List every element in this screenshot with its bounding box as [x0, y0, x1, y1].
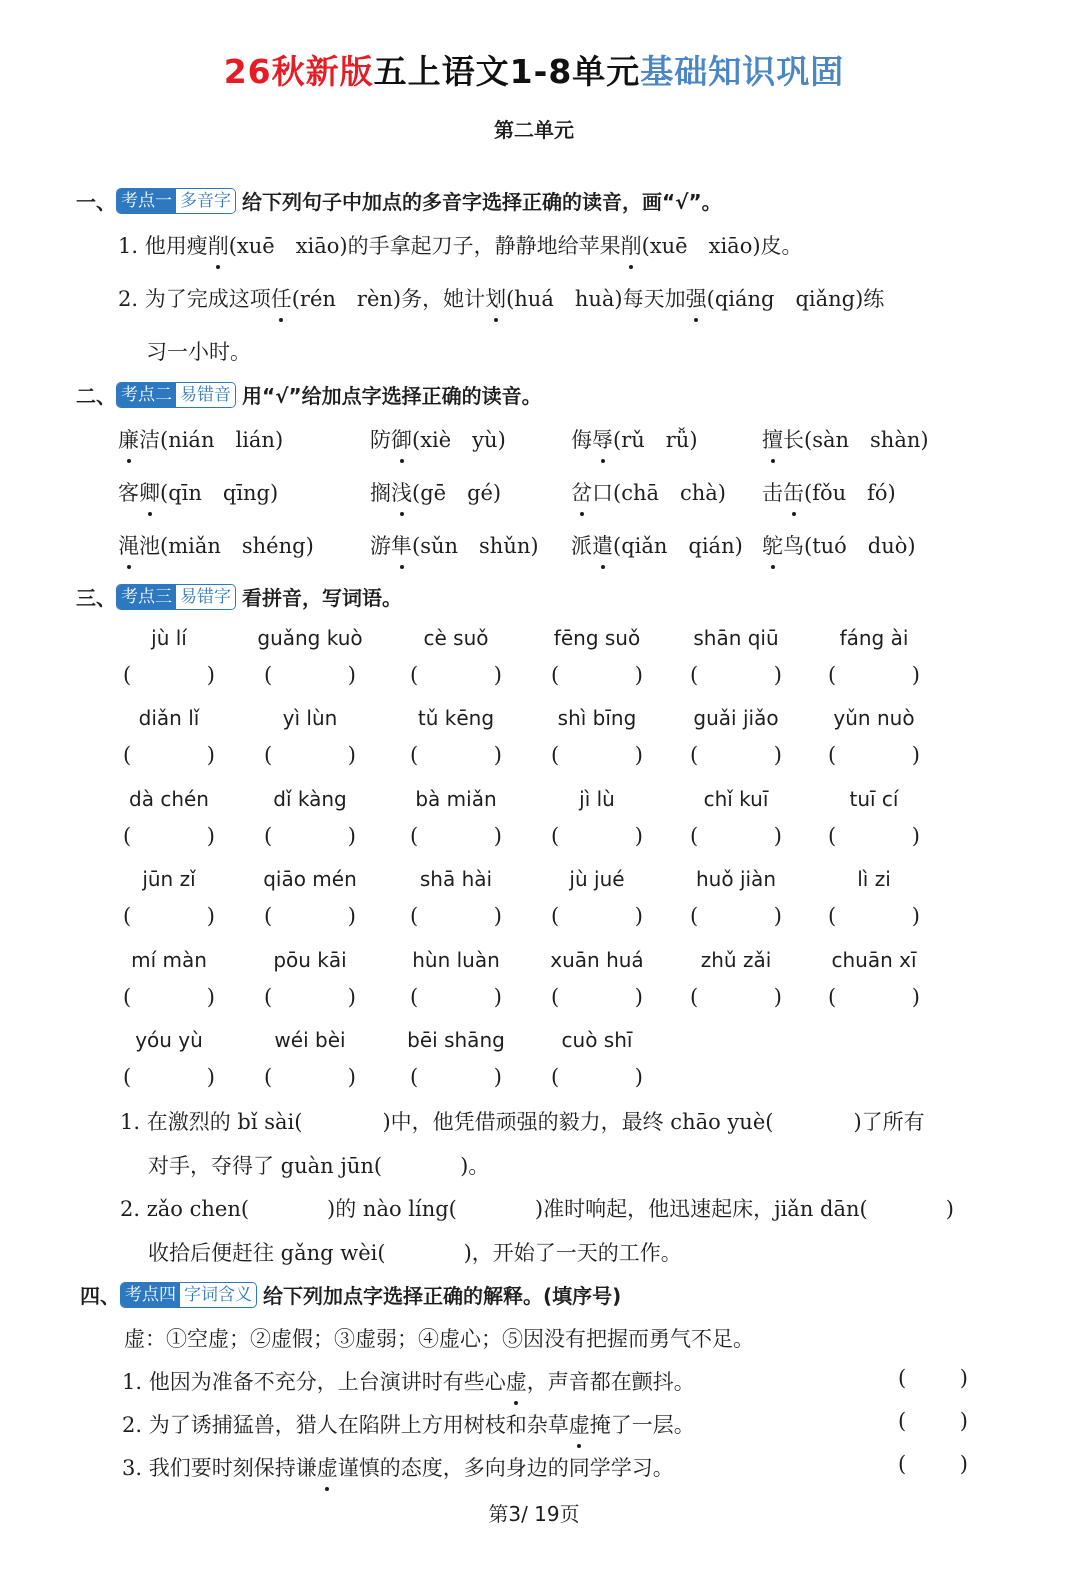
word-pre: 客	[118, 481, 139, 505]
s2-text-c: )准时响起，他迅速起床，jiǎn dān(	[534, 1197, 868, 1221]
page-footer: 第3/ 19页	[488, 1502, 580, 1526]
answer-blank[interactable]	[551, 824, 643, 848]
question-text-b: 掩了一层。	[589, 1413, 695, 1437]
close-paren: )	[347, 985, 356, 1009]
pinyin-prompt: jì lù	[579, 787, 615, 811]
word-dotted-char: 辱	[592, 424, 613, 454]
section-4-heading	[80, 1280, 621, 1309]
open-paren: (	[551, 743, 560, 767]
open-paren: (	[828, 743, 837, 767]
answer-blank[interactable]	[898, 1409, 968, 1433]
open-paren: (	[898, 1409, 907, 1433]
sec1-question-2	[118, 283, 884, 313]
pinyin-prompt: diǎn lǐ	[138, 706, 200, 730]
pinyin-prompt: bà miǎn	[415, 787, 497, 811]
pinyin-prompt: chǐ kuī	[703, 787, 769, 811]
answer-blank[interactable]	[828, 663, 920, 687]
open-paren: (	[123, 904, 132, 928]
word-dotted-char: 擅	[762, 424, 783, 454]
answer-blank[interactable]	[690, 743, 782, 767]
pinyin-prompt: guǎi jiǎo	[693, 706, 779, 730]
q1-dotted-char-1: 削	[208, 230, 229, 260]
q1-text-c: (xuē xiāo)皮。	[641, 234, 803, 258]
section-2-badge	[116, 382, 236, 408]
sec3-sentence-2	[120, 1193, 954, 1223]
section-3-number: 三、	[76, 586, 116, 610]
section-2-instruction: 用“√”给加点字选择正确的读音。	[242, 384, 542, 408]
section-2-heading	[76, 380, 542, 409]
close-paren: )	[493, 985, 502, 1009]
word-post: 鸟(tuó duò)	[783, 534, 916, 558]
word-pre: 派	[571, 534, 592, 558]
close-paren: )	[493, 904, 502, 928]
word-post: (rǔ rǚ)	[613, 428, 698, 452]
close-paren: )	[493, 824, 502, 848]
q2-text-e: (qiáng qiǎng)练	[706, 287, 885, 311]
open-paren: (	[264, 663, 273, 687]
section-4-badge	[120, 1282, 257, 1308]
close-paren: )	[634, 985, 643, 1009]
close-paren: )	[206, 985, 215, 1009]
q1-dotted-char-2: 削	[621, 230, 642, 260]
answer-blank[interactable]	[123, 985, 215, 1009]
pinyin-prompt: fáng ài	[839, 626, 909, 650]
close-paren: )	[959, 1409, 968, 1433]
sec1-question-1	[118, 230, 803, 260]
close-paren: )	[347, 663, 356, 687]
sec3-sentence-1-cont	[148, 1150, 489, 1180]
close-paren: )	[773, 824, 782, 848]
title-part-red: 26秋新版	[223, 52, 374, 91]
answer-blank[interactable]	[898, 1452, 968, 1476]
q2-text-b: (rén rèn)务，她计	[291, 287, 486, 311]
open-paren: (	[898, 1366, 907, 1390]
sec2-word-item	[118, 530, 314, 560]
word-dotted-char: 遣	[592, 530, 613, 560]
q2-dotted-char-2: 划	[485, 283, 506, 313]
close-paren: )	[959, 1452, 968, 1476]
page-title	[0, 46, 1068, 93]
answer-blank[interactable]	[264, 904, 356, 928]
open-paren: (	[410, 1065, 419, 1089]
open-paren: (	[410, 904, 419, 928]
close-paren: )	[911, 743, 920, 767]
pinyin-prompt: bēi shāng	[407, 1028, 505, 1052]
sec4-question	[122, 1452, 674, 1482]
word-dotted-char: 廉	[118, 424, 139, 454]
answer-blank[interactable]	[264, 743, 356, 767]
pinyin-prompt: pōu kāi	[273, 948, 347, 972]
sec3-sentence-1	[120, 1106, 925, 1136]
close-paren: )	[206, 743, 215, 767]
answer-blank[interactable]	[264, 1065, 356, 1089]
answer-blank[interactable]	[410, 1065, 502, 1089]
open-paren: (	[410, 743, 419, 767]
close-paren: )	[773, 985, 782, 1009]
pinyin-prompt: shì bīng	[557, 706, 637, 730]
sec3-sentence-2-cont	[148, 1237, 682, 1267]
answer-blank[interactable]	[264, 985, 356, 1009]
answer-blank[interactable]	[123, 904, 215, 928]
open-paren: (	[898, 1452, 907, 1476]
answer-blank[interactable]	[410, 663, 502, 687]
question-text-a: 1. 他因为准备不充分，上台演讲时有些心	[122, 1370, 506, 1394]
badge-label: 考点一	[117, 189, 176, 213]
open-paren: (	[828, 985, 837, 1009]
sec4-definition: 虚：①空虚；②虚假；③虚弱；④虚心；⑤因没有把握而勇气不足。	[124, 1327, 754, 1351]
answer-blank[interactable]	[264, 824, 356, 848]
close-paren: )	[347, 743, 356, 767]
pinyin-prompt: mí màn	[131, 948, 207, 972]
pinyin-prompt: guǎng kuò	[257, 626, 363, 650]
close-paren: )	[347, 904, 356, 928]
close-paren: )	[634, 663, 643, 687]
answer-blank[interactable]	[123, 663, 215, 687]
answer-blank[interactable]	[828, 824, 920, 848]
section-3-instruction: 看拼音，写词语。	[242, 586, 402, 610]
open-paren: (	[264, 985, 273, 1009]
pinyin-prompt: huǒ jiàn	[696, 867, 776, 891]
open-paren: (	[264, 824, 273, 848]
close-paren: )	[206, 824, 215, 848]
pinyin-prompt: cè suǒ	[423, 626, 489, 650]
word-pre: 击	[762, 481, 783, 505]
close-paren: )	[959, 1366, 968, 1390]
answer-blank[interactable]	[551, 985, 643, 1009]
close-paren: )	[347, 1065, 356, 1089]
open-paren: (	[123, 985, 132, 1009]
open-paren: (	[828, 663, 837, 687]
pinyin-prompt: tǔ kēng	[417, 706, 495, 730]
pinyin-prompt: dǐ kàng	[273, 787, 347, 811]
pinyin-prompt: jù lí	[151, 626, 187, 650]
pinyin-prompt: yóu yù	[135, 1028, 203, 1052]
q1-text-a: 1. 他用瘦	[118, 234, 208, 258]
sec2-word-item	[370, 424, 506, 454]
close-paren: )	[634, 904, 643, 928]
badge-label: 考点四	[121, 1283, 180, 1307]
open-paren: (	[551, 1065, 560, 1089]
word-pre: 游	[370, 534, 391, 558]
q2-dotted-char-3: 强	[686, 283, 707, 313]
sec2-word-item	[571, 530, 743, 560]
answer-blank[interactable]	[690, 904, 782, 928]
section-1-badge	[116, 188, 236, 214]
pinyin-prompt: chuān xī	[831, 948, 917, 972]
answer-blank[interactable]	[690, 824, 782, 848]
answer-blank[interactable]	[690, 985, 782, 1009]
open-paren: (	[264, 743, 273, 767]
answer-blank[interactable]	[551, 743, 643, 767]
s2-text-b: )的 nào líng(	[327, 1197, 457, 1221]
sec2-word-item	[370, 530, 539, 560]
open-paren: (	[264, 1065, 273, 1089]
close-paren: )	[493, 743, 502, 767]
open-paren: (	[690, 985, 699, 1009]
word-post: (sǔn shǔn)	[412, 534, 539, 558]
close-paren: )	[773, 663, 782, 687]
section-2-number: 二、	[76, 384, 116, 408]
open-paren: (	[123, 663, 132, 687]
s1-text-a: 1. 在激烈的 bǐ sài(	[120, 1110, 303, 1134]
sec2-word-item	[762, 424, 929, 454]
sec4-question	[122, 1366, 695, 1396]
section-4-number: 四、	[80, 1284, 120, 1308]
open-paren: (	[123, 824, 132, 848]
open-paren: (	[551, 904, 560, 928]
badge-topic: 多音字	[176, 189, 235, 213]
answer-blank[interactable]	[410, 985, 502, 1009]
open-paren: (	[551, 985, 560, 1009]
q2-text-a: 2. 为了完成这项	[118, 287, 271, 311]
word-post: 池(miǎn shéng)	[139, 534, 314, 558]
pinyin-prompt: dà chén	[129, 787, 209, 811]
pinyin-prompt: yì lùn	[282, 706, 338, 730]
open-paren: (	[690, 663, 699, 687]
section-1-number: 一、	[76, 190, 116, 214]
close-paren: )	[773, 904, 782, 928]
sec1-question-2-cont: 习一小时。	[146, 340, 251, 364]
close-paren: )	[911, 985, 920, 1009]
badge-topic: 易错音	[176, 383, 235, 407]
open-paren: (	[410, 985, 419, 1009]
close-paren: )	[634, 1065, 643, 1089]
word-pre: 搁	[370, 481, 391, 505]
open-paren: (	[690, 824, 699, 848]
close-paren: )	[911, 663, 920, 687]
pinyin-prompt: shān qiū	[693, 626, 779, 650]
close-paren: )	[634, 824, 643, 848]
q2-dotted-char-1: 任	[271, 283, 292, 313]
answer-blank[interactable]	[551, 1065, 643, 1089]
open-paren: (	[264, 904, 273, 928]
s2-text-e: 收拾后便赶往 gǎng wèi(	[148, 1241, 386, 1265]
answer-blank[interactable]	[690, 663, 782, 687]
answer-blank[interactable]	[551, 663, 643, 687]
answer-blank[interactable]	[828, 985, 920, 1009]
question-text-a: 2. 为了诱捕猛兽，猎人在陷阱上方用树枝和杂草	[122, 1413, 569, 1437]
pinyin-prompt: yǔn nuò	[833, 706, 915, 730]
word-post: (qīn qīng)	[160, 481, 279, 505]
title-part-blue: 基础知识巩固	[640, 52, 845, 91]
close-paren: )	[634, 743, 643, 767]
close-paren: )	[206, 1065, 215, 1089]
s1-text-b: )中，他凭借顽强的毅力，最终 chāo yuè(	[382, 1110, 774, 1134]
word-post: (qiǎn qián)	[613, 534, 743, 558]
unit-subtitle: 第二单元	[494, 118, 574, 142]
question-dotted-char: 虚	[569, 1409, 590, 1439]
pinyin-prompt: tuī cí	[849, 787, 899, 811]
sec4-question	[122, 1409, 695, 1439]
word-dotted-char: 缶	[783, 477, 804, 507]
q2-text-c: (huá huà)每天加	[506, 287, 686, 311]
sec2-word-item	[762, 477, 896, 507]
word-dotted-char: 岔	[571, 477, 592, 507]
answer-blank[interactable]	[898, 1366, 968, 1390]
word-pre: 侮	[571, 428, 592, 452]
open-paren: (	[828, 904, 837, 928]
s1-text-d: 对手，夺得了 guàn jūn(	[148, 1154, 383, 1178]
s2-text-a: 2. zǎo chen(	[120, 1197, 250, 1221]
answer-blank[interactable]	[410, 743, 502, 767]
question-dotted-char: 虚	[317, 1452, 338, 1482]
sec2-word-item	[118, 477, 278, 507]
open-paren: (	[551, 663, 560, 687]
open-paren: (	[690, 743, 699, 767]
word-dotted-char: 卿	[139, 477, 160, 507]
close-paren: )	[347, 824, 356, 848]
question-dotted-char: 虚	[506, 1366, 527, 1396]
word-post: (xiè yù)	[412, 428, 506, 452]
word-post: (gē gé)	[412, 481, 502, 505]
badge-topic: 字词含义	[180, 1283, 256, 1307]
word-post: 洁(nián lián)	[139, 428, 284, 452]
pinyin-prompt: shā hài	[419, 867, 493, 891]
open-paren: (	[410, 824, 419, 848]
answer-blank[interactable]	[410, 904, 502, 928]
open-paren: (	[690, 904, 699, 928]
section-3-badge	[116, 584, 236, 610]
word-dotted-char: 浅	[391, 477, 412, 507]
pinyin-prompt: lì zi	[857, 867, 891, 891]
answer-blank[interactable]	[828, 743, 920, 767]
pinyin-prompt: fēng suǒ	[553, 626, 641, 650]
answer-blank[interactable]	[551, 904, 643, 928]
section-1-heading	[76, 186, 722, 215]
open-paren: (	[828, 824, 837, 848]
s1-text-c: )了所有	[853, 1110, 925, 1134]
close-paren: )	[773, 743, 782, 767]
answer-blank[interactable]	[264, 663, 356, 687]
open-paren: (	[410, 663, 419, 687]
sec2-word-item	[370, 477, 501, 507]
pinyin-prompt: jù jué	[569, 867, 625, 891]
pinyin-prompt: wéi bèi	[274, 1028, 346, 1052]
badge-label: 考点二	[117, 383, 176, 407]
word-pre: 防	[370, 428, 391, 452]
pinyin-prompt: qiāo mén	[263, 867, 357, 891]
pinyin-prompt: zhǔ zǎi	[700, 948, 772, 972]
title-part-black: 五上语文1-8单元	[373, 52, 641, 91]
section-1-instruction: 给下列句子中加点的多音字选择正确的读音，画“√”。	[242, 190, 722, 214]
sec2-word-item	[762, 530, 916, 560]
word-dotted-char: 渑	[118, 530, 139, 560]
close-paren: )	[911, 824, 920, 848]
s2-text-d: )	[945, 1197, 954, 1221]
question-text-a: 3. 我们要时刻保持谦	[122, 1456, 317, 1480]
question-text-b: 谨慎的态度，多向身边的同学学习。	[337, 1456, 674, 1480]
badge-topic: 易错字	[176, 585, 235, 609]
q1-text-b: (xuē xiāo)的手拿起刀子，静静地给苹果	[228, 234, 621, 258]
word-dotted-char: 御	[391, 424, 412, 454]
section-3-heading	[76, 582, 402, 611]
close-paren: )	[206, 904, 215, 928]
answer-blank[interactable]	[123, 1065, 215, 1089]
pinyin-prompt: jūn zǐ	[142, 867, 196, 891]
close-paren: )	[493, 663, 502, 687]
badge-label: 考点三	[117, 585, 176, 609]
pinyin-prompt: cuò shī	[561, 1028, 633, 1052]
word-post: 口(chā chà)	[592, 481, 726, 505]
s2-text-f: )，开始了一天的工作。	[463, 1241, 682, 1265]
word-post: 长(sàn shàn)	[783, 428, 929, 452]
open-paren: (	[123, 1065, 132, 1089]
answer-blank[interactable]	[123, 743, 215, 767]
pinyin-prompt: hùn luàn	[412, 948, 500, 972]
s1-text-e: )。	[460, 1154, 490, 1178]
answer-blank[interactable]	[410, 824, 502, 848]
sec2-word-item	[118, 424, 283, 454]
word-post: (fǒu fó)	[804, 481, 896, 505]
question-text-b: ，声音都在颤抖。	[526, 1370, 695, 1394]
section-4-instruction: 给下列加点字选择正确的解释。(填序号)	[263, 1284, 622, 1308]
close-paren: )	[206, 663, 215, 687]
answer-blank[interactable]	[123, 824, 215, 848]
answer-blank[interactable]	[828, 904, 920, 928]
sec2-word-item	[571, 477, 726, 507]
open-paren: (	[123, 743, 132, 767]
sec2-word-item	[571, 424, 698, 454]
close-paren: )	[493, 1065, 502, 1089]
open-paren: (	[551, 824, 560, 848]
close-paren: )	[911, 904, 920, 928]
word-dotted-char: 鸵	[762, 530, 783, 560]
word-dotted-char: 隼	[391, 530, 412, 560]
pinyin-prompt: xuān huá	[550, 948, 644, 972]
